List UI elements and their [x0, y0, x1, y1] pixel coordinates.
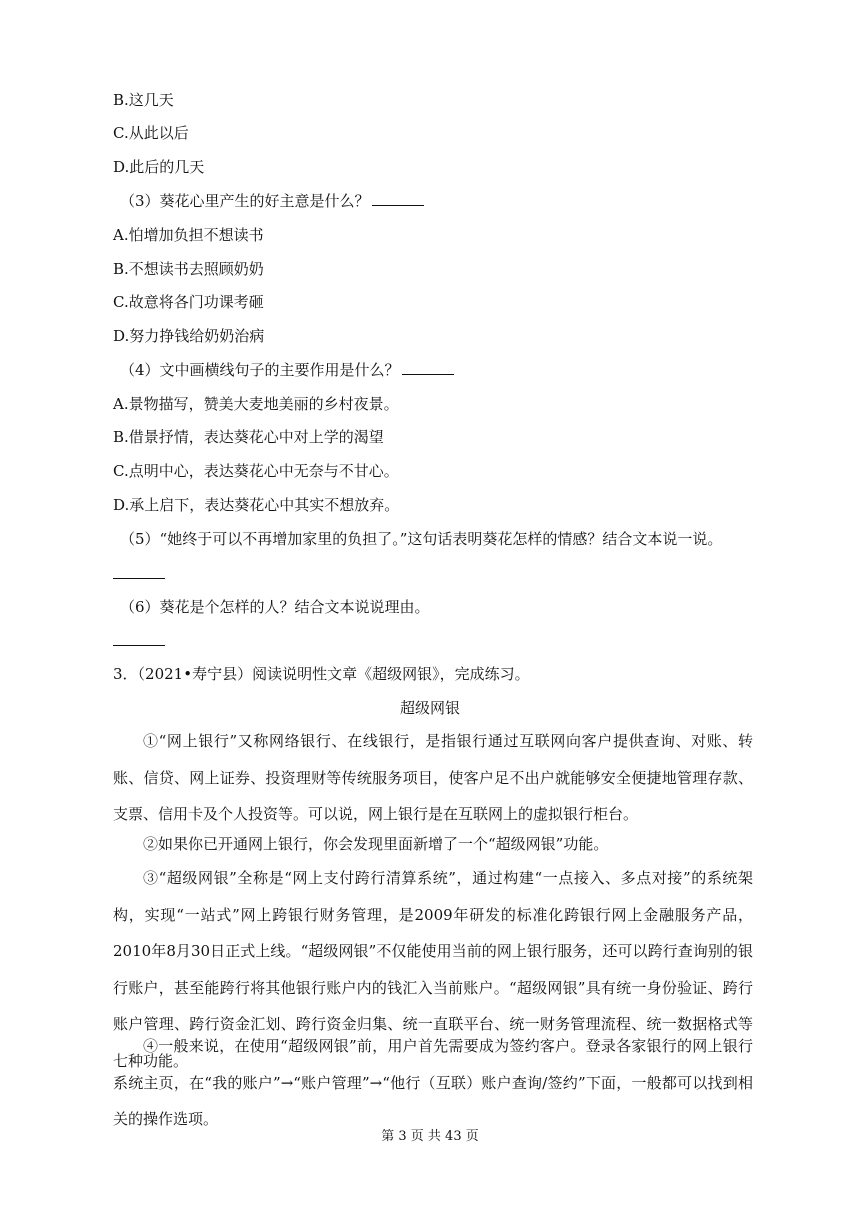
option-q2-b: B.这几天 [113, 91, 174, 109]
question-5-text: （5）“她终于可以不再增加家里的负担了。”这句话表明葵花怎样的情感？结合文本说一说。 [120, 530, 723, 548]
option-q4-a: A.景物描写，赞美大麦地美丽的乡村夜景。 [113, 395, 399, 413]
answer-blank-q5[interactable] [113, 577, 165, 579]
option-q4-b: B.借景抒情，表达葵花心中对上学的渴望 [113, 428, 384, 446]
section-3-heading: 3．（2021•寿宁县）阅读说明性文章《超级网银》，完成练习。 [113, 665, 530, 683]
option-q4-c: C.点明中心，表达葵花心中无奈与不甘心。 [113, 462, 399, 480]
article-title: 超级网银 [399, 699, 460, 717]
question-6-text: （6）葵花是个怎样的人？结合文本说说理由。 [120, 598, 430, 616]
answer-blank-q3[interactable] [372, 191, 424, 206]
article-paragraph-2: ②如果你已开通网上银行，你会发现里面新增了一个“超级网银”功能。 [143, 835, 609, 853]
question-3-text: （3）葵花心里产生的好主意是什么？ [120, 192, 370, 210]
option-q2-d: D.此后的几天 [113, 158, 205, 176]
option-q3-d: D.努力挣钱给奶奶治病 [113, 327, 265, 345]
option-q3-a: A.怕增加负担不想读书 [113, 226, 264, 244]
question-3 [120, 191, 424, 211]
answer-blank-q6[interactable] [113, 644, 165, 646]
answer-blank-q4[interactable] [402, 360, 454, 375]
page-number-footer: 第 3 页 共 43 页 [381, 1129, 479, 1144]
option-q3-b: B.不想读书去照顾奶奶 [113, 260, 264, 278]
article-paragraph-4: ④一般来说，在使用“超级网银”前，用户首先需要成为签约客户。登录各家银行的网上银行系统主页，在“我的账户”→“账户管理”→“他行（互联）账户查询/签约”下面，一般都可以找到相关的操作选项。 [113, 1037, 753, 1128]
question-4 [120, 360, 454, 380]
question-4-text: （4）文中画横线句子的主要作用是什么？ [120, 361, 400, 379]
option-q2-c: C.从此以后 [113, 124, 189, 142]
article-paragraph-1: ①“网上银行”又称网络银行、在线银行，是指银行通过互联网向客户提供查询、对账、转账、信贷、网上证券、投资理财等传统服务项目，使客户足不出户就能够安全便捷地管理存款、支票、信用卡及个人投资等。可以说，网上银行是在互联网上的虚拟银行柜台。 [113, 732, 753, 823]
option-q4-d: D.承上启下，表达葵花心中其实不想放弃。 [113, 496, 400, 514]
article-paragraph-3: ③“超级网银”全称是“网上支付跨行清算系统”，通过构建“一点接入、多点对接”的系统架构，实现“一站式”网上跨银行财务管理，是2009年研发的标准化跨银行网上金融服务产品，2010年8月30日正式上线。“超级网银”不仅能使用当前的网上银行服务，还可以跨行查询别的银行账户，甚至能跨行将其他银行账户内的钱汇入当前账户。“超级网银”具有统一身份验证、跨行账户管理、跨行资金汇划、跨行资金归集、统一直联平台、统一财务管理流程、统一数据格式等七种功能。 [113, 869, 753, 1070]
option-q3-c: C.故意将各门功课考砸 [113, 293, 264, 311]
